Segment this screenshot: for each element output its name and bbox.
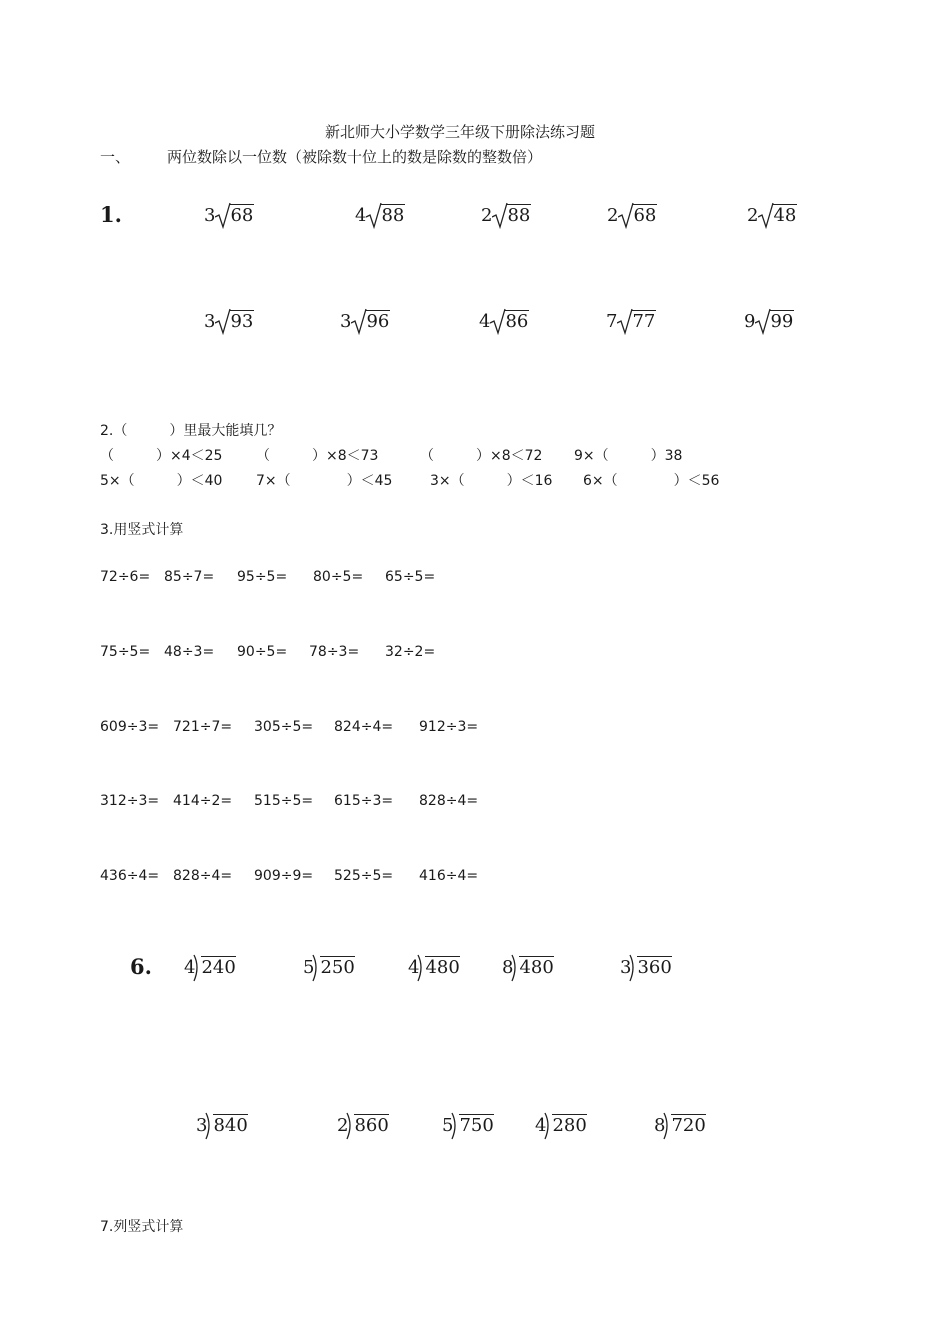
expression: 312÷3= bbox=[100, 793, 160, 809]
inequality-item: 6×（ ）＜56 bbox=[583, 473, 720, 489]
divisor: 3 bbox=[204, 311, 216, 332]
inequality-item: （ ）×8＜73 bbox=[256, 448, 379, 464]
long-division-problem bbox=[196, 1114, 248, 1136]
inequality-item: 7×（ ）＜45 bbox=[256, 473, 393, 489]
dividend: 240 bbox=[201, 957, 236, 978]
division-problem bbox=[607, 204, 657, 226]
expression: 721÷7= bbox=[173, 719, 233, 735]
divisor: 3 bbox=[204, 205, 216, 226]
dividend: 860 bbox=[354, 1115, 389, 1136]
long-division-problem bbox=[184, 956, 236, 978]
expression: 828÷4= bbox=[419, 793, 479, 809]
division-problem bbox=[204, 310, 254, 332]
question-6-number: 6. bbox=[130, 954, 152, 979]
expression: 828÷4= bbox=[173, 868, 233, 884]
divisor: 3 bbox=[340, 311, 352, 332]
inequality-item: 9×（ ）38 bbox=[574, 448, 683, 464]
dividend: 840 bbox=[213, 1115, 248, 1136]
inequality-item: （ ）×4＜25 bbox=[100, 448, 223, 464]
dividend: 360 bbox=[637, 957, 672, 978]
expression: 436÷4= bbox=[100, 868, 160, 884]
expression: 48÷3= bbox=[164, 644, 215, 660]
dividend: 68 bbox=[633, 205, 657, 226]
expression: 525÷5= bbox=[334, 868, 394, 884]
expression: 72÷6= bbox=[100, 569, 151, 585]
expression: 414÷2= bbox=[173, 793, 233, 809]
expression: 32÷2= bbox=[385, 644, 436, 660]
expression: 912÷3= bbox=[419, 719, 479, 735]
question-1-number: 1. bbox=[100, 202, 122, 227]
long-division-problem bbox=[442, 1114, 494, 1136]
divisor: 3 bbox=[620, 957, 632, 978]
division-problem bbox=[481, 204, 531, 226]
long-division-problem bbox=[408, 956, 460, 978]
dividend: 93 bbox=[230, 311, 254, 332]
question-2-heading: 2.（ ）里最大能填几？ bbox=[100, 423, 282, 439]
divisor: 4 bbox=[355, 205, 367, 226]
expression: 909÷9= bbox=[254, 868, 314, 884]
divisor: 2 bbox=[481, 205, 493, 226]
inequality-item: （ ）×8＜72 bbox=[420, 448, 543, 464]
long-division-problem bbox=[502, 956, 554, 978]
expression: 416÷4= bbox=[419, 868, 479, 884]
long-division-problem bbox=[303, 956, 355, 978]
divisor: 8 bbox=[654, 1115, 666, 1136]
division-problem bbox=[355, 204, 405, 226]
expression: 615÷3= bbox=[334, 793, 394, 809]
dividend: 250 bbox=[320, 957, 355, 978]
page-title: 新北师大小学数学三年级下册除法练习题 bbox=[325, 123, 596, 141]
expression: 85÷7= bbox=[164, 569, 215, 585]
section-1-label: 一、 bbox=[100, 148, 131, 166]
question-7-heading: 7.列竖式计算 bbox=[100, 1219, 184, 1235]
dividend: 720 bbox=[671, 1115, 706, 1136]
dividend: 68 bbox=[230, 205, 254, 226]
divisor: 7 bbox=[606, 311, 618, 332]
long-division-problem bbox=[535, 1114, 587, 1136]
dividend: 96 bbox=[366, 311, 390, 332]
dividend: 77 bbox=[632, 311, 656, 332]
inequality-item: 5×（ ）＜40 bbox=[100, 473, 223, 489]
divisor: 4 bbox=[479, 311, 491, 332]
divisor: 4 bbox=[184, 957, 196, 978]
long-division-problem bbox=[620, 956, 672, 978]
question-3-heading: 3.用竖式计算 bbox=[100, 522, 184, 538]
divisor: 2 bbox=[337, 1115, 349, 1136]
expression: 75÷5= bbox=[100, 644, 151, 660]
divisor: 5 bbox=[303, 957, 315, 978]
expression: 95÷5= bbox=[237, 569, 288, 585]
dividend: 480 bbox=[425, 957, 460, 978]
dividend: 48 bbox=[773, 205, 797, 226]
expression: 609÷3= bbox=[100, 719, 160, 735]
divisor: 8 bbox=[502, 957, 514, 978]
expression: 90÷5= bbox=[237, 644, 288, 660]
expression: 824÷4= bbox=[334, 719, 394, 735]
section-1-text: 两位数除以一位数（被除数十位上的数是除数的整数倍） bbox=[167, 148, 543, 166]
dividend: 750 bbox=[459, 1115, 494, 1136]
dividend: 280 bbox=[552, 1115, 587, 1136]
divisor: 4 bbox=[408, 957, 420, 978]
divisor: 2 bbox=[607, 205, 619, 226]
dividend: 88 bbox=[381, 205, 405, 226]
expression: 78÷3= bbox=[309, 644, 360, 660]
dividend: 86 bbox=[505, 311, 529, 332]
division-problem bbox=[747, 204, 797, 226]
long-division-problem bbox=[337, 1114, 389, 1136]
dividend: 480 bbox=[519, 957, 554, 978]
dividend: 88 bbox=[507, 205, 531, 226]
division-problem bbox=[606, 310, 656, 332]
dividend: 99 bbox=[770, 311, 794, 332]
division-problem bbox=[479, 310, 529, 332]
division-problem bbox=[204, 204, 254, 226]
division-problem bbox=[744, 310, 794, 332]
long-division-problem bbox=[654, 1114, 706, 1136]
divisor: 3 bbox=[196, 1115, 208, 1136]
expression: 80÷5= bbox=[313, 569, 364, 585]
inequality-item: 3×（ ）＜16 bbox=[430, 473, 553, 489]
expression: 515÷5= bbox=[254, 793, 314, 809]
division-problem bbox=[340, 310, 390, 332]
divisor: 9 bbox=[744, 311, 756, 332]
expression: 305÷5= bbox=[254, 719, 314, 735]
expression: 65÷5= bbox=[385, 569, 436, 585]
divisor: 5 bbox=[442, 1115, 454, 1136]
divisor: 2 bbox=[747, 205, 759, 226]
divisor: 4 bbox=[535, 1115, 547, 1136]
